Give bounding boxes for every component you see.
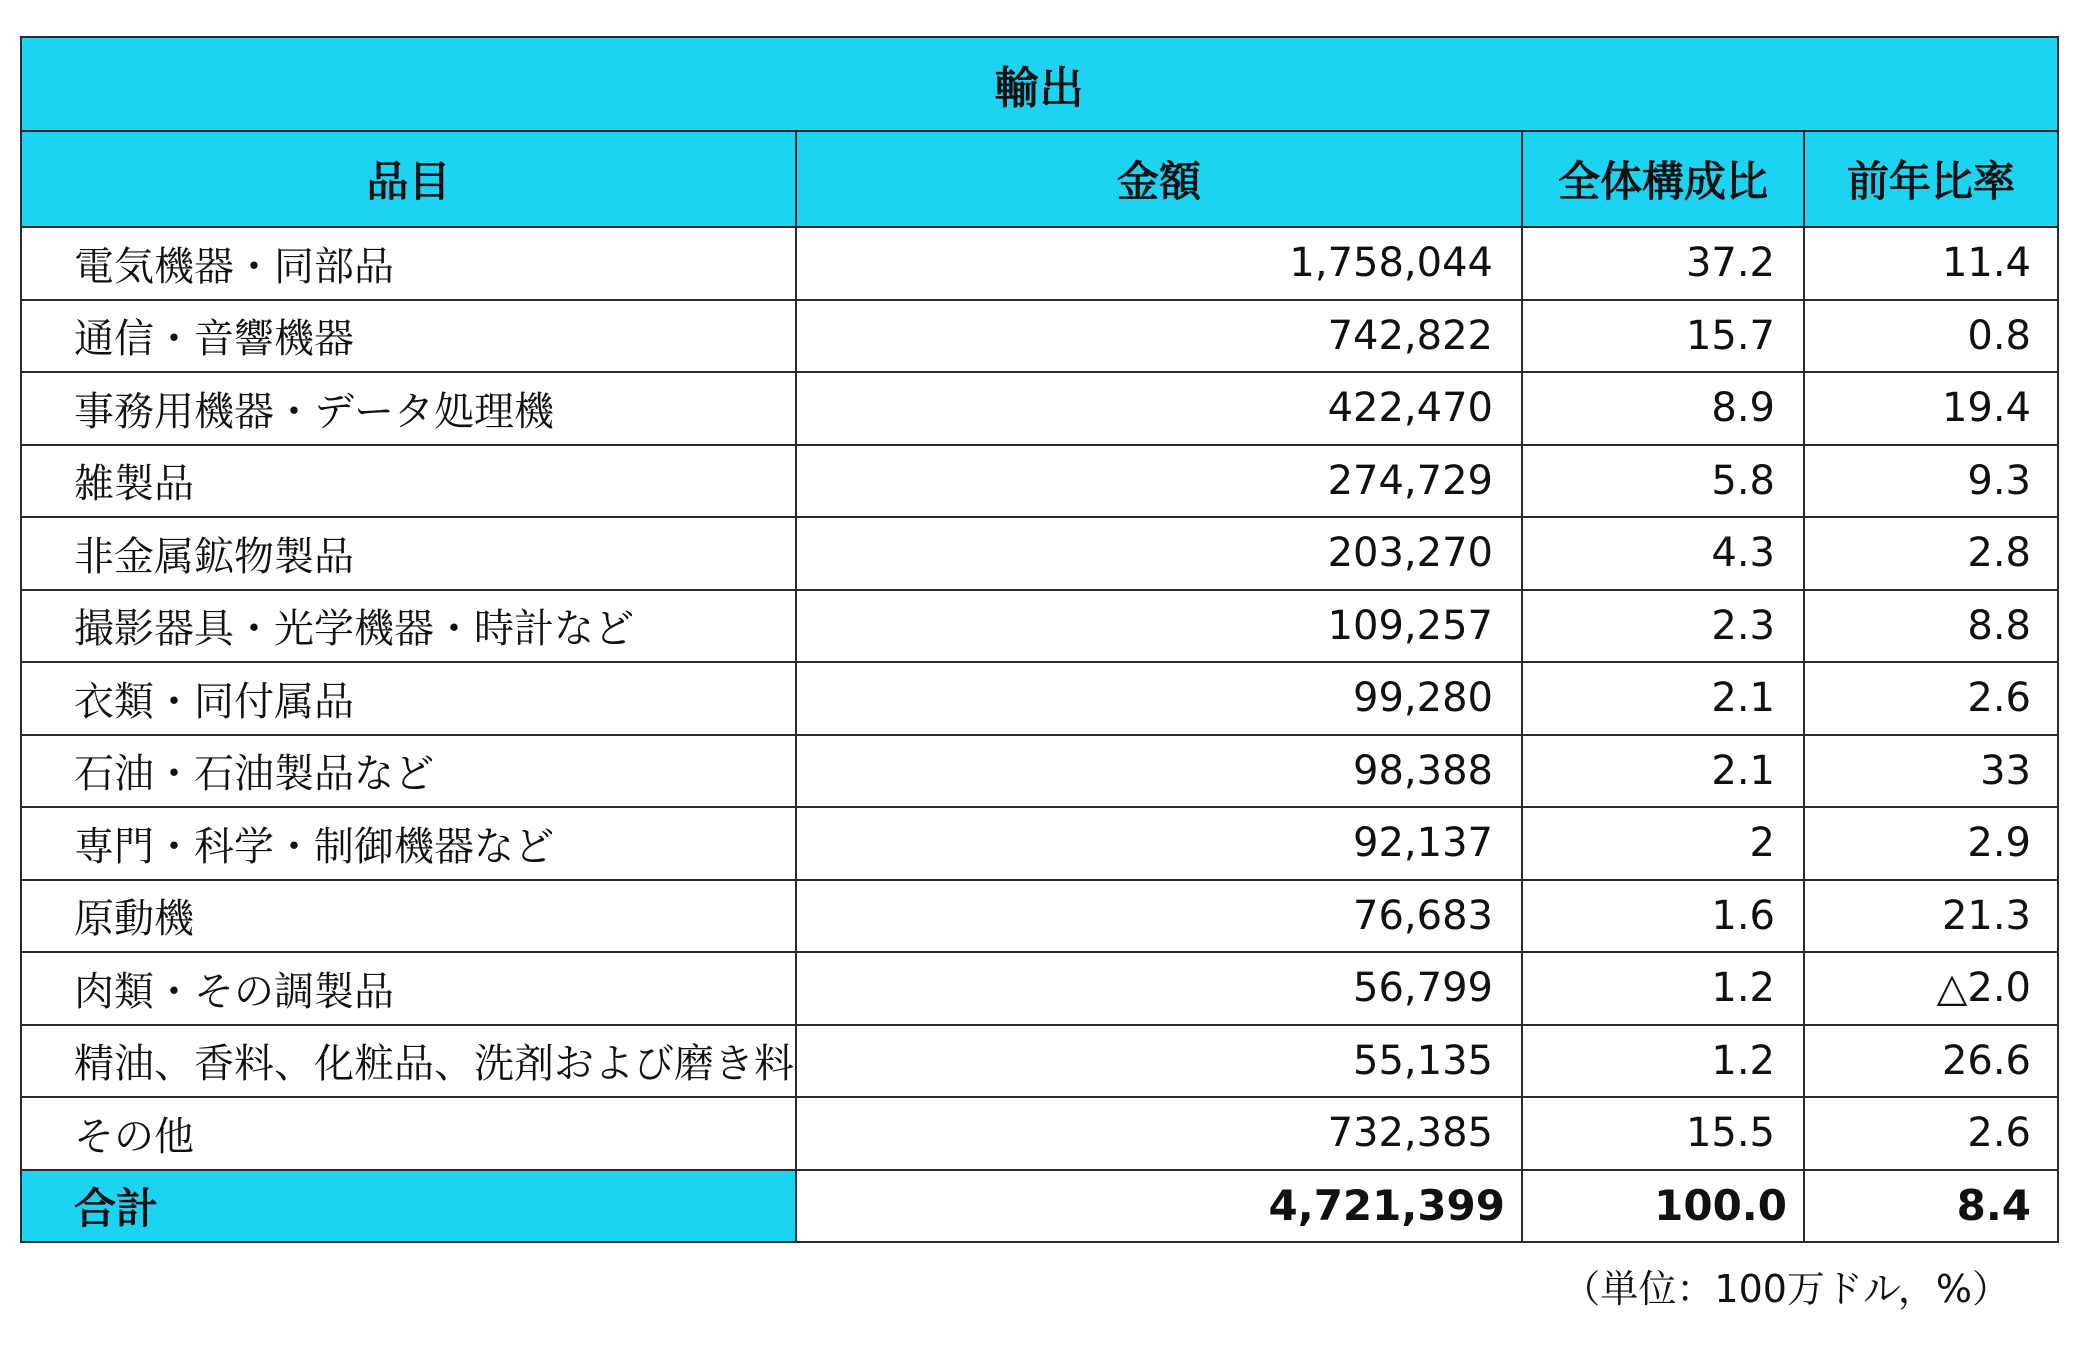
header-row (21, 131, 2058, 227)
export-table (20, 36, 2059, 1243)
row-share: 4.3 (1522, 517, 1804, 590)
row-share: 1.2 (1522, 952, 1804, 1025)
table-title: 輸出 (21, 37, 2058, 131)
row-yoy: 0.8 (1804, 300, 2058, 373)
row-share: 37.2 (1522, 227, 1804, 300)
row-amount: 732,385 (796, 1097, 1522, 1170)
table-row (21, 227, 2058, 300)
row-yoy: 33 (1804, 735, 2058, 808)
row-share: 1.2 (1522, 1025, 1804, 1098)
table-row (21, 1097, 2058, 1170)
table-row (21, 735, 2058, 808)
row-yoy: 9.3 (1804, 445, 2058, 518)
row-amount: 76,683 (796, 880, 1522, 953)
row-amount: 274,729 (796, 445, 1522, 518)
row-amount: 55,135 (796, 1025, 1522, 1098)
row-amount: 99,280 (796, 662, 1522, 735)
row-item: 雑製品 (21, 445, 796, 518)
header-item: 品目 (21, 131, 796, 227)
row-share: 2.1 (1522, 662, 1804, 735)
row-item: 撮影器具・光学機器・時計など (21, 590, 796, 663)
table-row (21, 590, 2058, 663)
table-row (21, 952, 2058, 1025)
row-amount: 56,799 (796, 952, 1522, 1025)
total-label: 合計 (21, 1170, 796, 1242)
export-table-container (20, 36, 2057, 1243)
row-item: 電気機器・同部品 (21, 227, 796, 300)
row-yoy: 2.8 (1804, 517, 2058, 590)
table-row (21, 662, 2058, 735)
row-share: 2.3 (1522, 590, 1804, 663)
row-yoy: 2.6 (1804, 1097, 2058, 1170)
table-row (21, 807, 2058, 880)
row-share: 15.7 (1522, 300, 1804, 373)
row-yoy: 2.6 (1804, 662, 2058, 735)
row-item: 石油・石油製品など (21, 735, 796, 808)
row-item: 通信・音響機器 (21, 300, 796, 373)
table-row (21, 880, 2058, 953)
header-yoy: 前年比率 (1804, 131, 2058, 227)
row-amount: 1,758,044 (796, 227, 1522, 300)
row-item: 専門・科学・制御機器など (21, 807, 796, 880)
row-share: 5.8 (1522, 445, 1804, 518)
row-share: 1.6 (1522, 880, 1804, 953)
total-share: 100.0 (1522, 1170, 1804, 1242)
header-share: 全体構成比 (1522, 131, 1804, 227)
table-row (21, 372, 2058, 445)
row-yoy: 2.9 (1804, 807, 2058, 880)
row-amount: 422,470 (796, 372, 1522, 445)
table-row (21, 300, 2058, 373)
row-amount: 92,137 (796, 807, 1522, 880)
row-amount: 742,822 (796, 300, 1522, 373)
row-yoy: 21.3 (1804, 880, 2058, 953)
total-yoy: 8.4 (1804, 1170, 2058, 1242)
row-share: 2.1 (1522, 735, 1804, 808)
header-amount: 金額 (796, 131, 1522, 227)
row-item: 衣類・同付属品 (21, 662, 796, 735)
table-row (21, 445, 2058, 518)
row-item: 原動機 (21, 880, 796, 953)
row-amount: 203,270 (796, 517, 1522, 590)
table-body (21, 227, 2058, 1170)
row-share: 15.5 (1522, 1097, 1804, 1170)
row-item: その他 (21, 1097, 796, 1170)
row-yoy: 19.4 (1804, 372, 2058, 445)
row-item: 精油、香料、化粧品、洗剤および磨き料 (21, 1025, 796, 1098)
table-row (21, 517, 2058, 590)
row-yoy: △2.0 (1804, 952, 2058, 1025)
row-item: 事務用機器・データ処理機 (21, 372, 796, 445)
row-amount: 109,257 (796, 590, 1522, 663)
row-yoy: 26.6 (1804, 1025, 2058, 1098)
row-share: 8.9 (1522, 372, 1804, 445)
row-share: 2 (1522, 807, 1804, 880)
table-row (21, 1025, 2058, 1098)
row-yoy: 8.8 (1804, 590, 2058, 663)
row-item: 非金属鉱物製品 (21, 517, 796, 590)
row-item: 肉類・その調製品 (21, 952, 796, 1025)
unit-note: （単位：100万ドル，%） (1562, 1267, 2010, 1311)
total-row (21, 1170, 2058, 1242)
row-yoy: 11.4 (1804, 227, 2058, 300)
total-amount: 4,721,399 (796, 1170, 1522, 1242)
row-amount: 98,388 (796, 735, 1522, 808)
